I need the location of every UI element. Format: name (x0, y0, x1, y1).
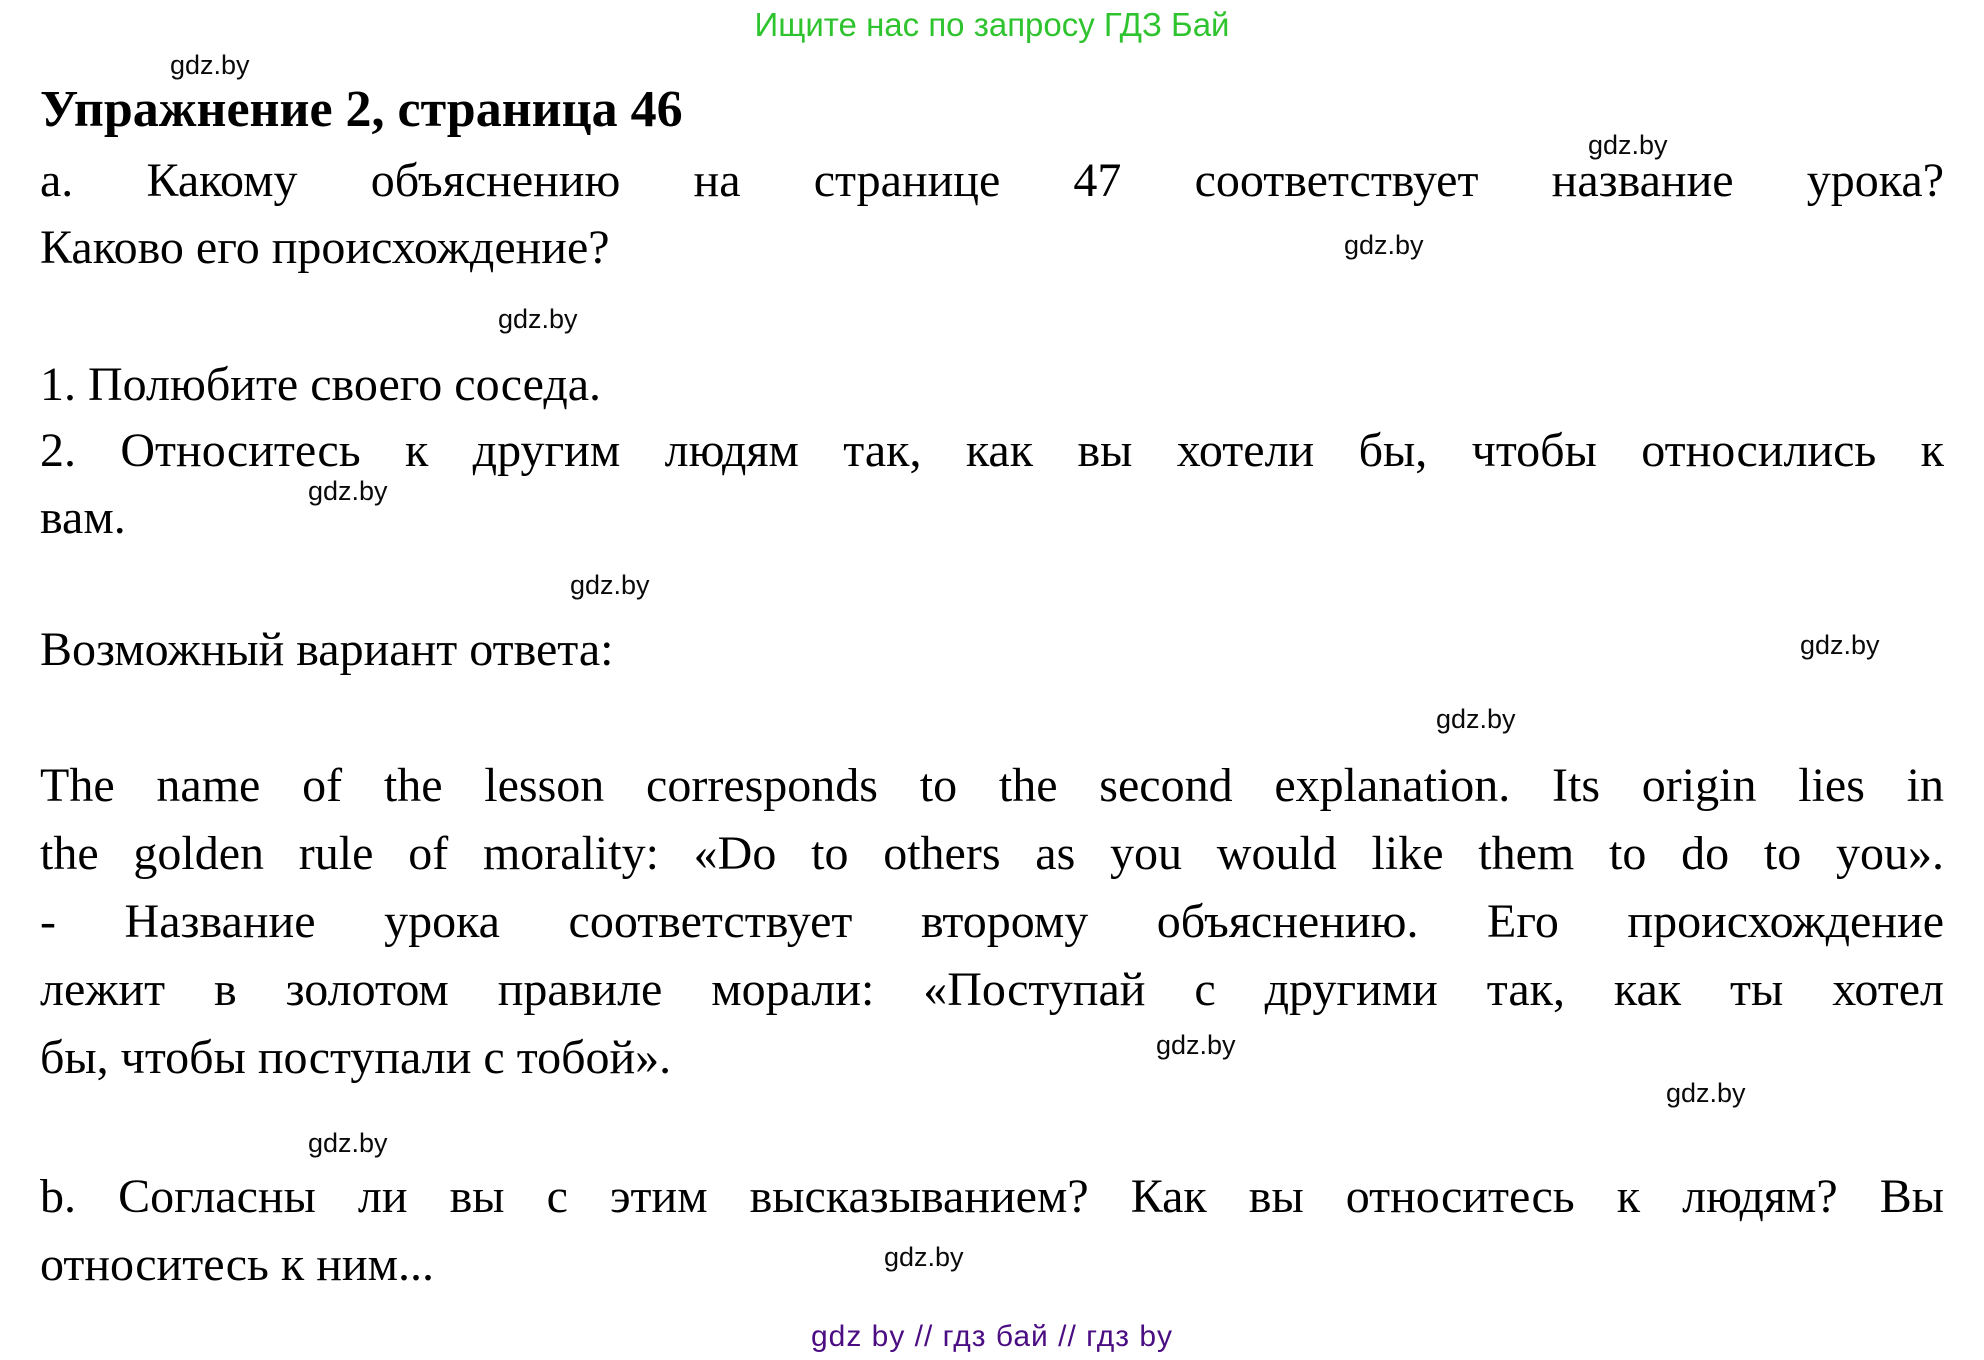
option-2-line-1: 2. Относитесь к другим людям так, как вы хотели бы, чтобы относились к (40, 424, 1944, 477)
option-2-line-2: вам. (40, 491, 126, 544)
task-a-line-1: а. Какому объяснению на странице 47 соответствует название урока? (40, 154, 1944, 207)
answer-ru-line-3: бы, чтобы поступали с тобой». (40, 1031, 672, 1084)
gdz-watermark: gdz.by (498, 304, 578, 334)
gdz-watermark: gdz.by (1666, 1078, 1746, 1108)
answer-label: Возможный вариант ответа: (40, 623, 614, 676)
footer-keywords: gdz by // гдз бай // гдз by (810, 1320, 1174, 1353)
answer-en-line-1: The name of the lesson corresponds to the second explanation. Its origin lies in (40, 759, 1944, 812)
answer-ru-line-2: лежит в золотом правиле морали: «Поступай с другими так, как ты хотел (40, 963, 1944, 1016)
gdz-watermark: gdz.by (1436, 704, 1516, 734)
gdz-watermark: gdz.by (1156, 1030, 1236, 1060)
gdz-watermark: gdz.by (170, 50, 250, 80)
answer-ru-line-1: - Название урока соответствует второму объяснению. Его происхождение (40, 895, 1944, 948)
gdz-watermark: gdz.by (570, 570, 650, 600)
gdz-watermark: gdz.by (1800, 630, 1880, 660)
task-a-line-2: Каково его происхождение? (40, 221, 610, 274)
gdz-watermark: gdz.by (308, 1128, 388, 1158)
gdz-watermark: gdz.by (1344, 230, 1424, 260)
option-1: 1. Полюбите своего соседа. (40, 358, 602, 411)
promo-header: Ищите нас по запросу ГДЗ Бай (754, 6, 1230, 43)
answer-en-line-2: the golden rule of morality: «Do to others as you would like them to do to you». (40, 827, 1944, 880)
task-b-line-1: b. Согласны ли вы с этим высказыванием? Как вы относитесь к людям? Вы (40, 1170, 1944, 1223)
gdz-watermark: gdz.by (308, 476, 388, 506)
gdz-watermark: gdz.by (1588, 130, 1668, 160)
task-b-line-2: относитесь к ним... (40, 1238, 434, 1291)
page-title: Упражнение 2, страница 46 (40, 81, 683, 138)
gdz-watermark: gdz.by (884, 1242, 964, 1272)
